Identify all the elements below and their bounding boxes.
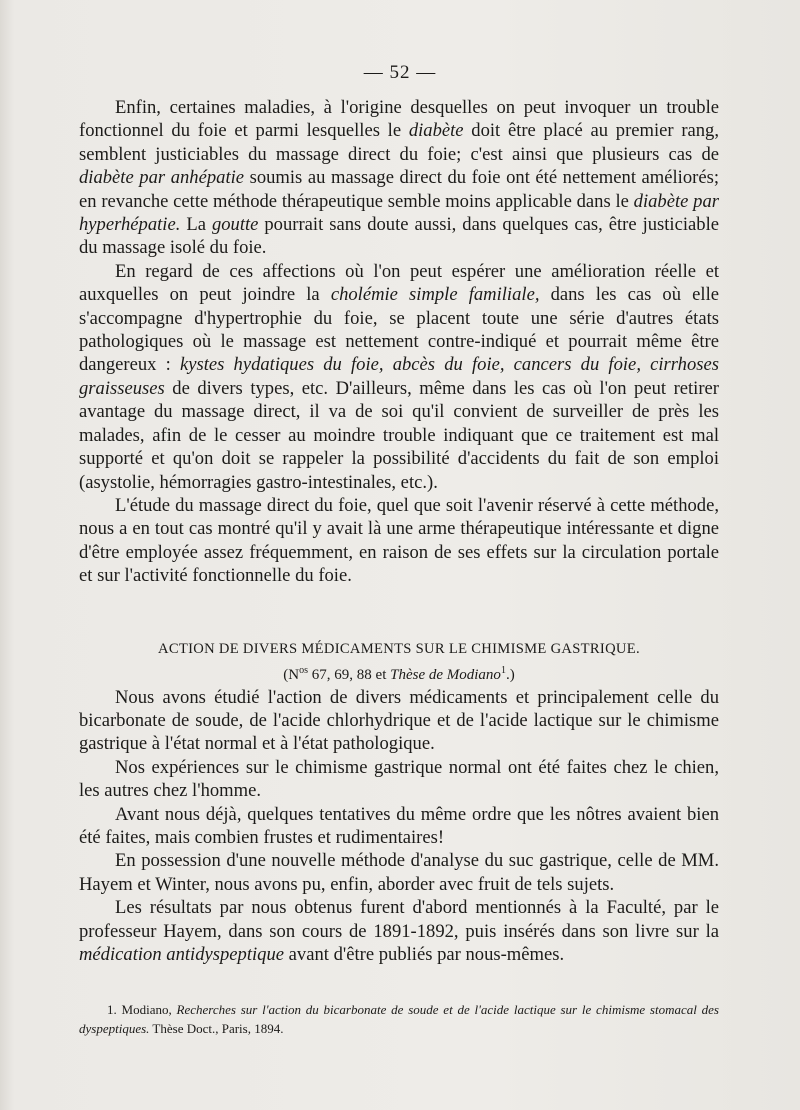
paragraph-tentatives: Avant nous déjà, quelques tentatives du même ordre que les nôtres avaient bien été faites, mais combien frustes et rudimentaires! — [79, 803, 719, 848]
footnote: 1. Modiano, Recherches sur l'action du bicarbonate de soude et de l'acide lactique sur le chimisme stomacal des dyspeptiques. Thèse Doct., Paris, 1894. — [79, 1002, 719, 1036]
page-number: — 52 — — [363, 62, 437, 83]
paragraph-experiences: Nos expériences sur le chimisme gastrique normal ont été faites chez le chien, les autres chez l'homme. — [79, 756, 719, 802]
section-gap — [79, 588, 719, 638]
footnote-marker: 1 — [500, 664, 506, 676]
section-reference: ($N^{os}$ 67, 69, 88 et Thèse de Modiano$^1$.) — [283, 664, 515, 683]
paragraph-contre-indications: En regard de ces affections où l'on peut espérer une amélioration réelle et auxquelles on peut joindre la cholémie simple familiale, dans les cas où elle s'accompagne d'hypertrophie du foie, se placent toute une série d'autres états pathologiques où le massage est nettement contre-indiqué et pourrait même être dangereux : kystes hydatiques du foie, abcès du foie, cancers du foie, cirrhoses graisseuses de divers types, etc. D'ailleurs, même dans les cas où l'on peut retirer avantage du massage direct, il va de soi qu'il convient de surveiller de près les malades, afin de le cesser au moindre trouble indiquant que ce traitement est mal supporté et qu'on doit se rappeler la possibilité d'accidents du fait de son emploi (asystolie, hémorragies gastro-intestinales, etc.). — [79, 260, 720, 493]
paragraph-conclusion: L'étude du massage direct du foie, quel que soit l'avenir réservé à cette méthode, nous a en tout cas montré qu'il y avait là une arme thérapeutique intéressante et digne d'être employée assez fréquemment, en raison de ses effets sur la circulation portale et sur l'activité fonctionnelle du foie. — [79, 494, 719, 587]
paragraph-diabete: Enfin, certaines maladies, à l'origine desquelles on peut invoquer un trouble fonctionnel du foie et parmi lesquelles le diabète doit être placé au premier rang, semblent justiciables du massage direct du foie; c'est ainsi que plusieurs cas de diabète par anhépatie soumis au massage direct du foie ont été nettement améliorés; en revanche cette méthode thérapeutique semble moins applicable dans le diabète par hyperhépatie. La goutte pourrait sans doute aussi, dans quelques cas, être justiciable du massage isolé du foie. — [79, 97, 720, 259]
paragraph-resultats: Les résultats par nous obtenus furent d'abord mentionnés à la Faculté, par le professeur Hayem, dans son cours de 1891-1892, puis insérés dans son livre sur la médication antidyspeptique avant d'être publiés par nous-mêmes. — [79, 897, 719, 965]
paragraph-medicaments: Nous avons étudié l'action de divers médicaments et principalement celle du bicarbonate de soude, de l'acide chlorhydrique et de l'acide lactique sur le chimisme gastrique à l'état normal et à l'état pathologique. — [79, 686, 719, 755]
section-body — [79, 686, 719, 967]
body-text — [79, 96, 719, 966]
paragraph-methode: En possession d'une nouvelle méthode d'analyse du suc gastrique, celle de MM. Hayem et Winter, nous avons pu, enfin, aborder avec fruit de tels sujets. — [79, 850, 719, 895]
section-title: ACTION DE DIVERS MÉDICAMENTS SUR LE CHIMISME GASTRIQUE. — [158, 640, 640, 657]
